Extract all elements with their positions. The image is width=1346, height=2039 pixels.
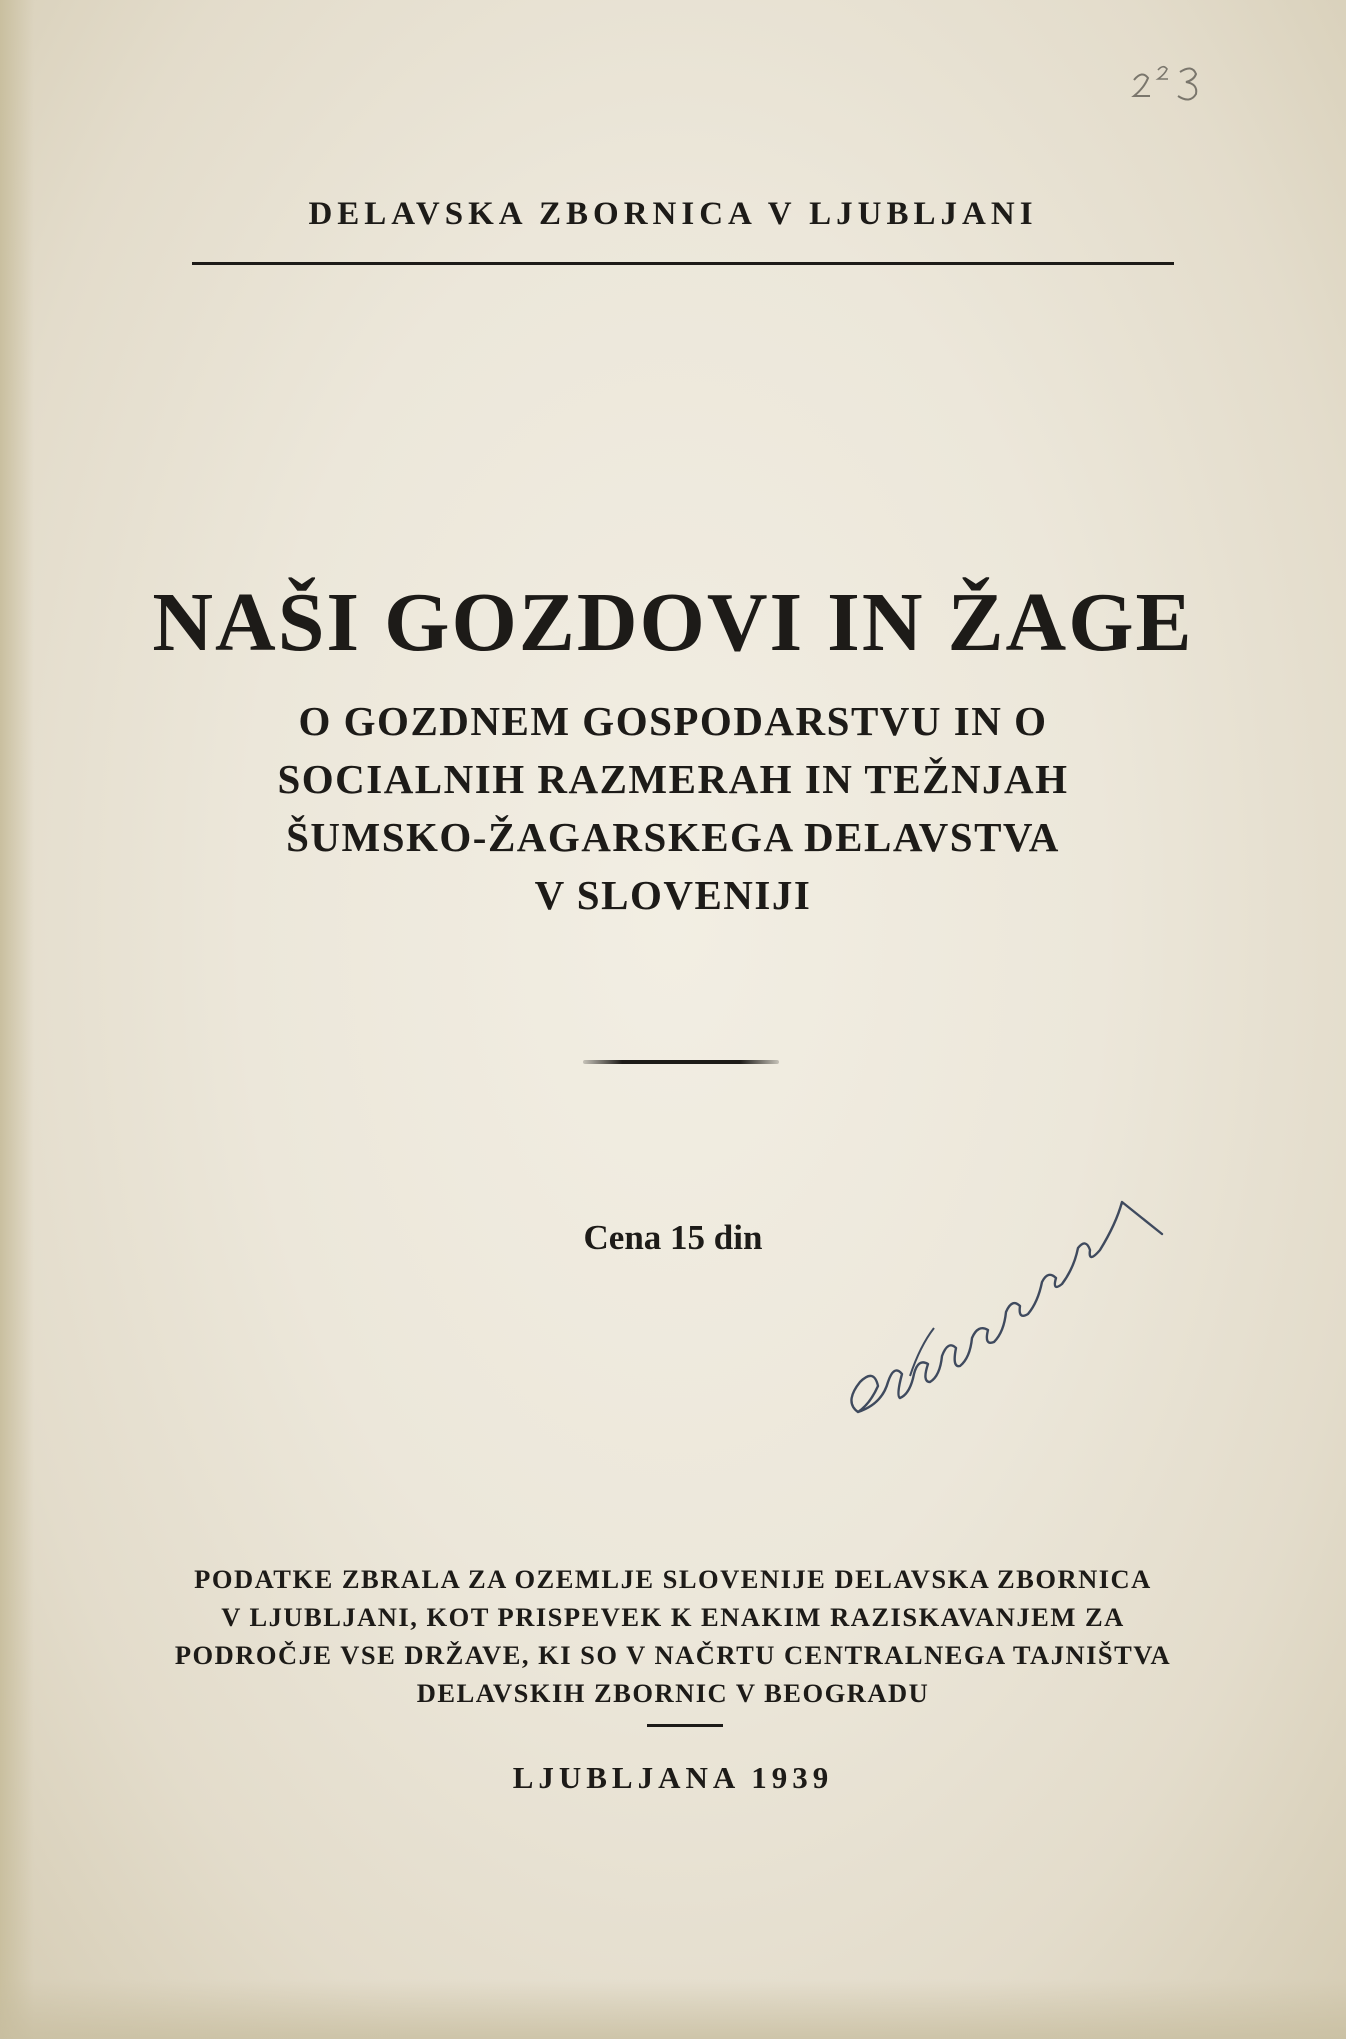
publication-note: [0, 1560, 1346, 1712]
subtitle-line: O GOZDNEM GOSPODARSTVU IN O: [298, 698, 1048, 744]
bottom-rule: [647, 1724, 723, 1727]
price-label: Cena 15 din: [583, 1218, 763, 1257]
handwritten-corner-note: [1128, 58, 1238, 108]
paper-edge-shadow: [0, 0, 34, 2039]
middle-rule: [583, 1060, 779, 1064]
note-line: DELAVSKIH ZBORNIC V BEOGRADU: [416, 1678, 930, 1708]
note-line: PODROČJE VSE DRŽAVE, KI SO V NAČRTU CENTRALNEGA TAJNIŠTVA: [174, 1640, 1172, 1670]
subtitle-line: V SLOVENIJI: [534, 872, 812, 918]
book-title: NAŠI GOZDOVI IN ŽAGE: [152, 576, 1194, 669]
subtitle-line: SOCIALNIH RAZMERAH IN TEŽNJAH: [277, 756, 1069, 802]
note-line: V LJUBLJANI, KOT PRISPEVEK K ENAKIM RAZISKAVANJEM ZA: [221, 1602, 1125, 1632]
book-subtitle: [0, 692, 1346, 924]
handwritten-signature: [840, 1150, 1170, 1440]
publisher-name: DELAVSKA ZBORNICA V LJUBLJANI: [308, 196, 1038, 232]
top-rule: [192, 262, 1174, 265]
paper-bottom-shadow: [0, 1979, 1346, 2039]
subtitle-line: ŠUMSKO-ŽAGARSKEGA DELAVSTVA: [286, 814, 1060, 860]
note-line: PODATKE ZBRALA ZA OZEMLJE SLOVENIJE DELAVSKA ZBORNICA: [194, 1564, 1152, 1594]
place-and-year: LJUBLJANA 1939: [512, 1760, 834, 1795]
